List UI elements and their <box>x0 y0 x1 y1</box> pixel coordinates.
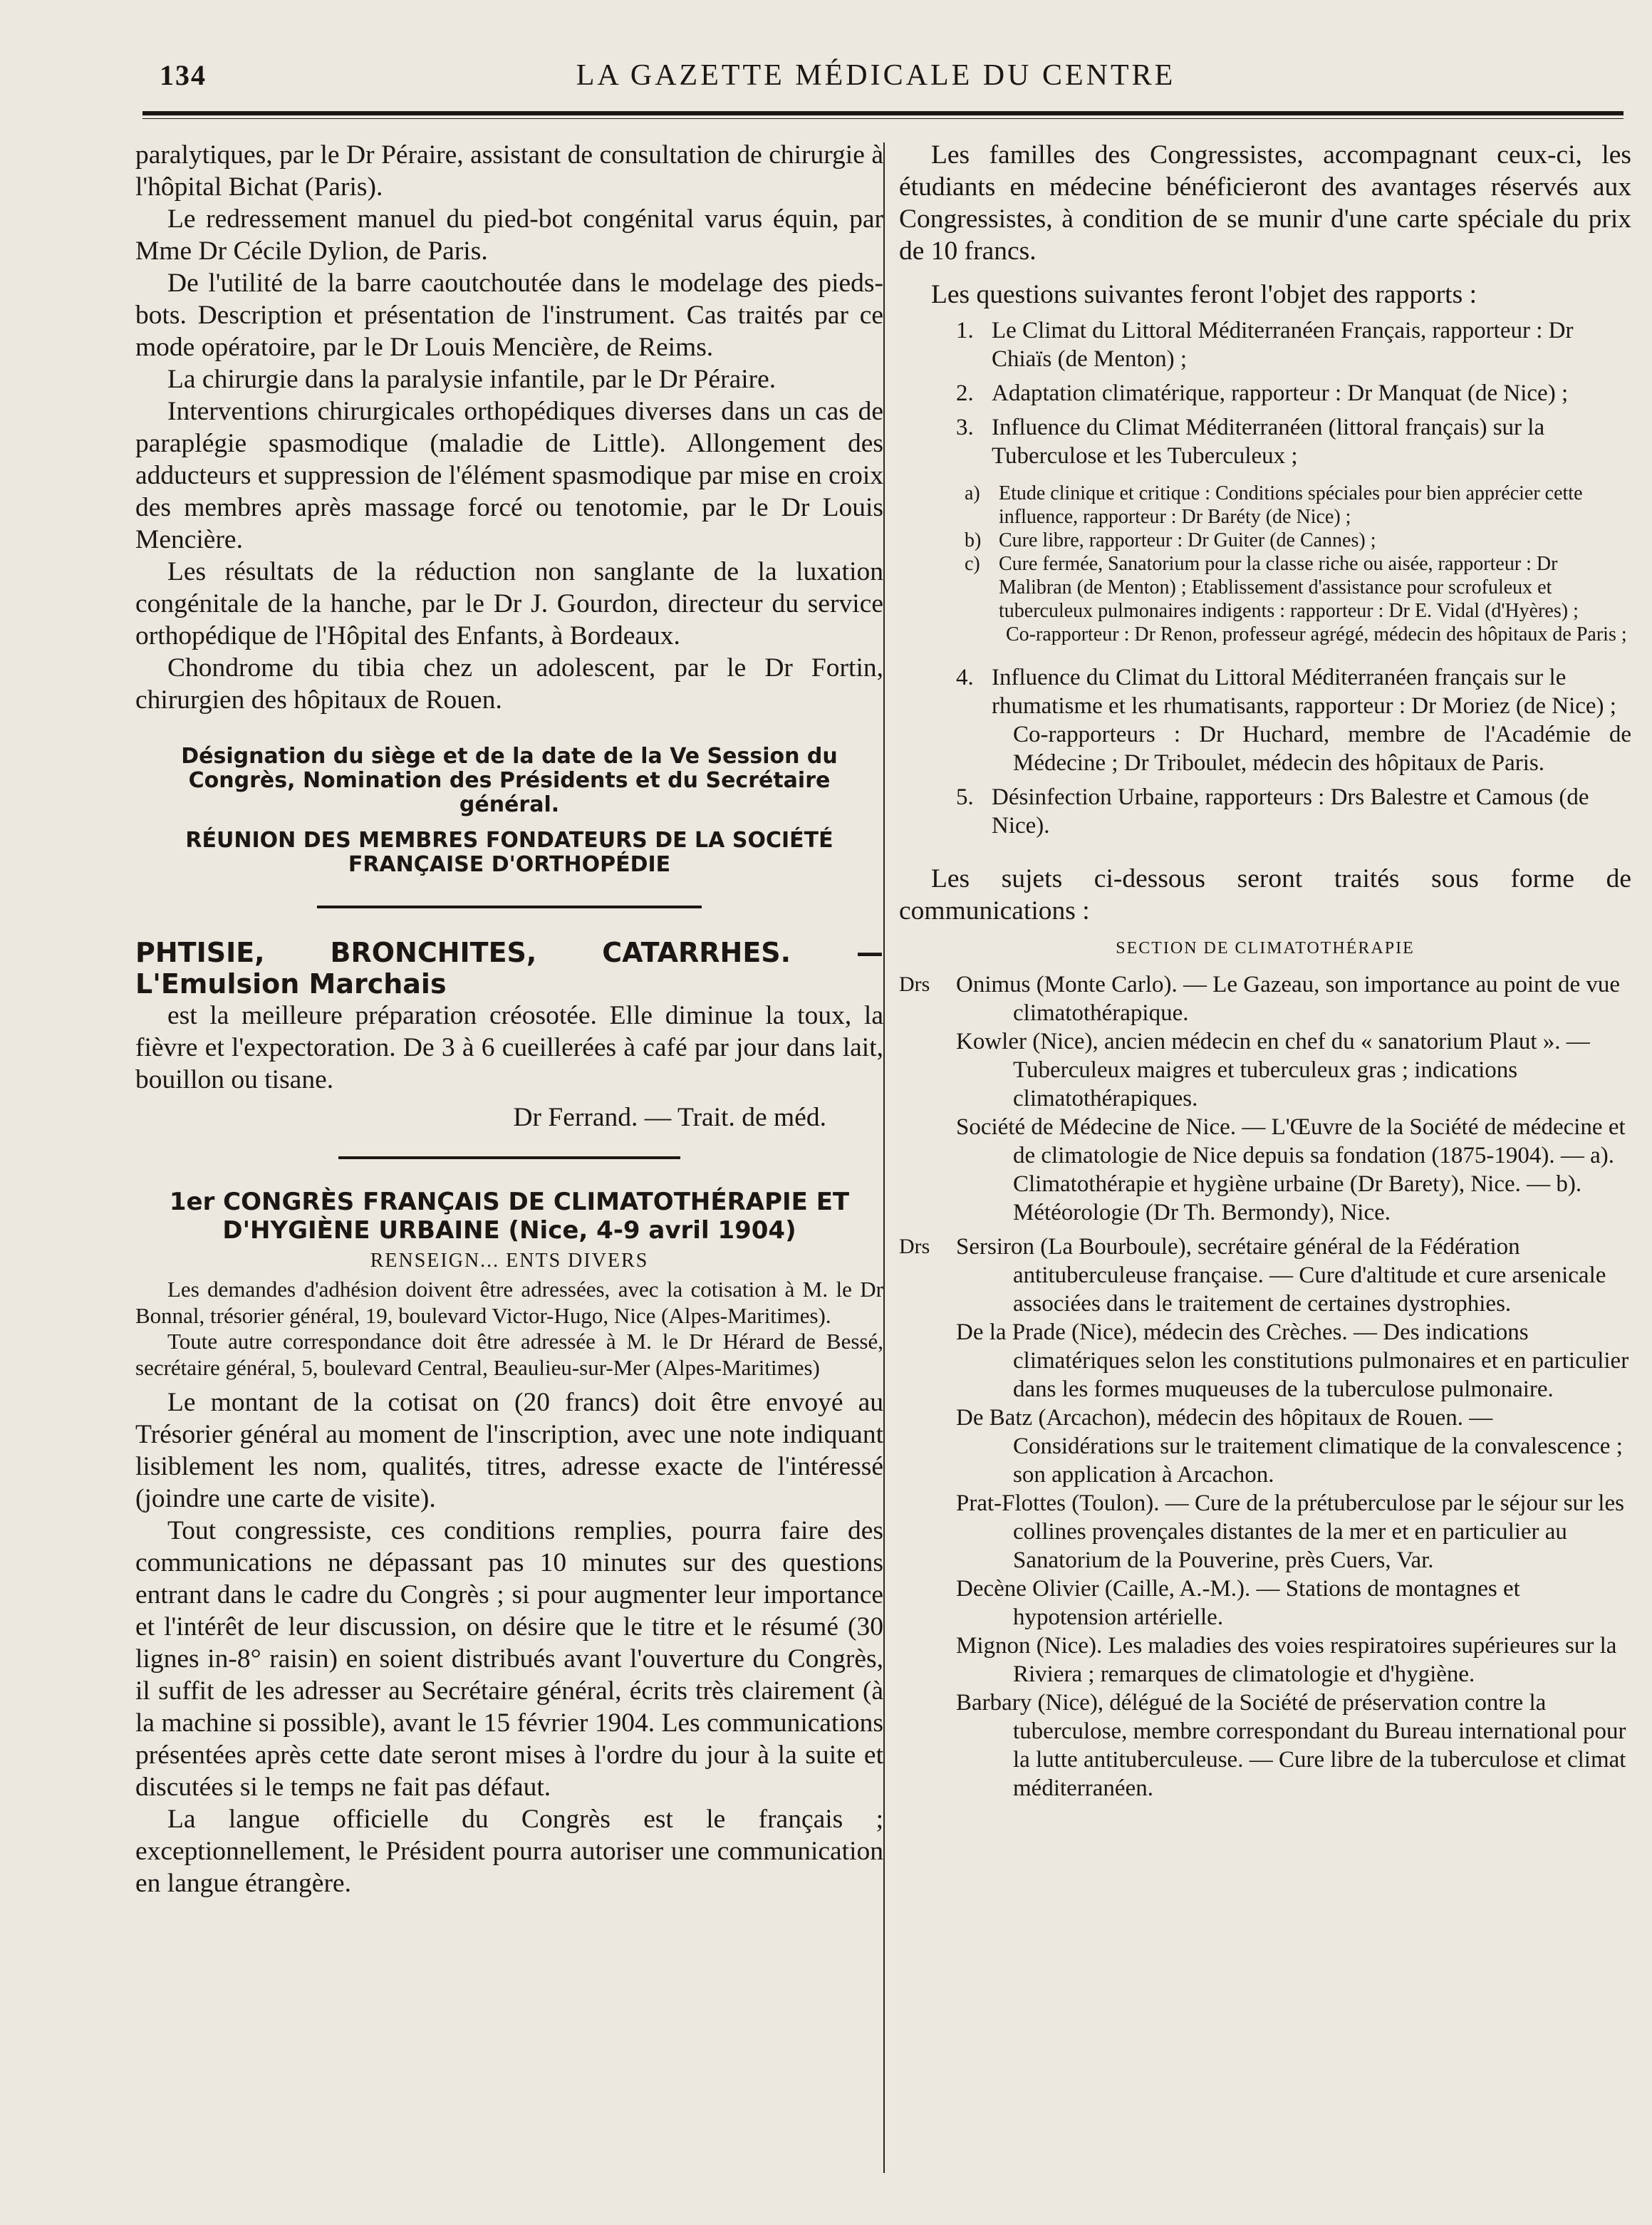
talk-entry: Chondrome du tibia chez un adolescent, par le Dr Fortin, chirurgien des hôpitaux de Rouen. <box>135 653 883 715</box>
speaker-text: Kowler (Nice), ancien médecin en chef du « sanatorium Plaut ». — Tuberculeux maigres et tuberculeux gras ; indications climatothérapiques. <box>956 1029 1590 1111</box>
question-item <box>928 379 1631 408</box>
talk-entry: Le redressement manuel du pied-bot congénital varus équin, par Mme Dr Cécile Dylion, de Paris. <box>135 204 883 266</box>
speaker-text: De Batz (Arcachon), médecin des hôpitaux de Rouen. — Considérations sur le traitement climatique de la convalescence ; son application à Arcachon. <box>956 1405 1623 1488</box>
question-text: Influence du Climat du Littoral Méditerranéen français sur le rhumatisme et les rhumatisants, rapporteur : Dr Moriez (de Nice) ; <box>992 665 1616 719</box>
talk-entry: Interventions chirurgicales orthopédiques diverses dans un cas de paraplégie spasmodique (maladie de Little). Allongement des adducteurs et suppression de l'élément spasmodique par mise en croix des membres après massage forcé ou tenotomie, par le Dr Louis Mencière. <box>135 397 883 554</box>
question-text: Adaptation climatérique, rapporteur : Dr Manquat (de Nice) ; <box>992 380 1569 406</box>
question-number: 4. <box>956 665 974 690</box>
speaker-list <box>899 970 1631 1803</box>
ad-signature: Dr Ferrand. — Trait. de méd. <box>513 1103 826 1132</box>
subjects-intro: Les sujets ci-dessous seront traités sous forme de communications : <box>899 864 1631 925</box>
sub-question-letter: b) <box>965 529 982 551</box>
sub-question <box>942 482 1631 529</box>
question-number: 5. <box>956 784 974 810</box>
talk-entry: Les résultats de la réduction non sanglante de la luxation congénitale de la hanche, par le Dr J. Gourdon, directeur du service orthopédique de l'Hôpital des Enfants, à Bordeaux. <box>135 557 883 650</box>
question-text: Désinfection Urbaine, rapporteurs : Drs Balestre et Camous (de Nice). <box>992 784 1589 839</box>
section-title: SECTION DE CLIMATOTHÉRAPIE <box>1116 939 1415 958</box>
page-header <box>142 58 1609 101</box>
question-item <box>928 663 1631 720</box>
speaker-text: Prat-Flottes (Toulon). — Cure de la prétuberculose par le séjour sur les collines provençales distantes de la mer et en particulier au Sanatorium de la Pouverine, près Cuers, Var. <box>956 1490 1624 1573</box>
question-item <box>928 316 1631 373</box>
speaker-entry <box>899 1632 1631 1689</box>
congress-small-text: Toute autre correspondance doit être adressée à M. le Dr Hérard de Bessé, secrétaire général, 5, boulevard Central, Beaulieu-sur-Mer (Alpes-Maritimes) <box>135 1329 883 1380</box>
speaker-text: Société de Médecine de Nice. — L'Œuvre de la Société de médecine et de climatologie de Nice depuis sa fondation (1875-1904). — a). Climatothérapie et hygiène urbaine (Dr Barety), Nice. — b). Météorologie (Dr Th. Bermondy), Nice. <box>956 1114 1626 1225</box>
sub-question-text: Cure fermée, Sanatorium pour la classe riche ou aisée, rapporteur : Dr Malibran (de Menton) ; Etablissement d'assistance pour scrofuleux et tuberculeux pulmonaires indigents : rapporteur : Dr E. Vidal (d'Hyères) ; <box>999 553 1579 622</box>
speaker-text: Barbary (Nice), délégué de la Société de préservation contre la tuberculose, membre correspondant du Bureau international pour la lutte antituberculeuse. — Cure libre de la tuberculose et climat méditerranéen. <box>956 1690 1626 1801</box>
header-rule-thin <box>142 118 1624 119</box>
speaker-entry <box>899 1575 1631 1632</box>
speaker-text: Decène Olivier (Caille, A.-M.). — Stations de montagnes et hypotension artérielle. <box>956 1576 1520 1630</box>
co-rapporteurs: Co-rapporteurs : Dr Huchard, membre de l'Académie de Médecine ; Dr Triboulet, médecin des hôpitaux de Paris. <box>1013 722 1631 776</box>
ad-heading: PHTISIE, BRONCHITES, CATARRHES. — L'Emulsion Marchais <box>135 937 883 1000</box>
congress-subtitle: RENSEIGN... ENTS DIVERS <box>370 1250 649 1272</box>
header-rule <box>142 111 1624 115</box>
speaker-entry <box>899 1318 1631 1404</box>
left-column <box>135 139 883 1899</box>
speaker-entry <box>899 970 1631 1027</box>
question-text: Influence du Climat Méditerranéen (littoral français) sur la Tuberculose et les Tuberculeux ; <box>992 415 1545 469</box>
question-item <box>928 413 1631 470</box>
talk-entry: La chirurgie dans la paralysie infantile, par le Dr Péraire. <box>167 365 776 394</box>
sub-question <box>942 552 1631 623</box>
sub-question-text: Etude clinique et critique : Conditions spéciales pour bien apprécier cette influence, rapporteur : Dr Baréty (de Nice) ; <box>999 482 1583 528</box>
right-column <box>899 139 1631 1803</box>
section-rule <box>338 1156 680 1159</box>
column-divider <box>883 142 885 2173</box>
talk-entry: paralytiques, par le Dr Péraire, assistant de consultation de chirurgie à l'hôpital Bichat (Paris). <box>135 140 883 202</box>
speaker-text: Mignon (Nice). Les maladies des voies respiratoires supérieures sur la Riviera ; remarques de climatologie et d'hygiène. <box>956 1633 1617 1687</box>
question-number: 3. <box>956 415 974 440</box>
speaker-text: Sersiron (La Bourboule), secrétaire général de la Fédération antituberculeuse française. — Cure d'altitude et cure arsenicale associées dans le traitement de certaines dystrophies. <box>956 1234 1606 1317</box>
speaker-entry <box>899 1404 1631 1489</box>
journal-title: LA GAZETTE MÉDICALE DU CENTRE <box>576 59 1176 92</box>
congress-paragraph: Tout congressiste, ces conditions remplies, pourra faire des communications ne dépassant pas 10 minutes sur des questions entrant dans le cadre du Congrès ; si pour augmenter leur importance et l'intérêt de leur discussion, on désire que le titre et le résumé (30 lignes in-8° raisin) en soient distribués avant l'ouverture du Congrès, il suffit de les adresser au Secrétaire général, écrits très clairement (à la machine si possible), avant le 15 février 1904. Les communications présentées après cette date seront mises à l'ordre du jour à la suite et discutées si le temps ne fait pas défaut. <box>135 1516 883 1802</box>
drs-label: Drs <box>899 1235 930 1258</box>
speaker-entry <box>899 1689 1631 1803</box>
congress-notice <box>135 1188 883 1899</box>
question-item <box>928 783 1631 840</box>
drs-label: Drs <box>899 973 930 996</box>
question-text: Le Climat du Littoral Méditerranéen Français, rapporteur : Dr Chiaïs (de Menton) ; <box>992 318 1574 372</box>
congress-paragraph: Le montant de la cotisat on (20 francs) doit être envoyé au Trésorier général au moment de l'inscription, avec une note indiquant lisiblement les nom, qualités, titres, adresse exacte de l'intéressé (joindre une carte de visite). <box>135 1388 883 1513</box>
reunion-heading: RÉUNION DES MEMBRES FONDATEURS DE LA SOCIÉTÉ FRANÇAISE D'ORTHOPÉDIE <box>185 828 833 877</box>
ad-text: est la meilleure préparation créosotée. Elle diminue la toux, la fièvre et l'expectoration. De 3 à 6 cueillerées à café par jour dans lait, bouillon ou tisane. <box>135 1001 883 1094</box>
designation-heading: Désignation du siège et de la date de la Ve Session du Congrès, Nomination des Présidents et du Secrétaire général. <box>181 744 838 817</box>
congress-paragraph: La langue officielle du Congrès est le français ; exceptionnellement, le Président pourra autoriser une communication en langue étrangère. <box>135 1805 883 1898</box>
speaker-entry <box>899 1113 1631 1227</box>
sub-question-letter: c) <box>965 553 980 575</box>
speaker-entry <box>899 1027 1631 1113</box>
speaker-text: De la Prade (Nice), médecin des Crèches. — Des indications climatériques selon les constitutions pulmonaires et en particulier dans les formes muqueuses de la tuberculose pulmonaire. <box>956 1319 1629 1402</box>
advertisement <box>135 937 883 1134</box>
speaker-text: Onimus (Monte Carlo). — Le Gazeau, son importance au point de vue climatothérapique. <box>956 972 1620 1026</box>
sub-question-text: Cure libre, rapporteur : Dr Guiter (de Cannes) ; <box>999 529 1376 551</box>
question-number: 1. <box>956 318 974 343</box>
sub-question-letter: a) <box>965 482 980 504</box>
congress-small-text: Les demandes d'adhésion doivent être adressées, avec la cotisation à M. le Dr Bonnal, trésorier général, 19, boulevard Victor-Hugo, Nice (Alpes-Maritimes). <box>135 1277 883 1328</box>
intro-paragraph: Les familles des Congressistes, accompagnant ceux-ci, les étudiants en médecine bénéficieront des avantages réservés aux Congressistes, à condition de se munir d'une carte spéciale du prix de 10 francs. <box>899 140 1631 266</box>
congress-title: 1er CONGRÈS FRANÇAIS DE CLIMATOTHÉRAPIE ET D'HYGIÈNE URBAINE (Nice, 4-9 avril 1904) <box>169 1188 850 1245</box>
co-rapporteur: Co-rapporteur : Dr Renon, professeur agrégé, médecin des hôpitaux de Paris ; <box>1006 623 1627 645</box>
sub-question <box>942 529 1631 552</box>
question-number: 2. <box>956 380 974 406</box>
speaker-entry <box>899 1233 1631 1318</box>
questions-intro: Les questions suivantes feront l'objet des rapports : <box>931 280 1477 309</box>
speaker-entry <box>899 1489 1631 1575</box>
talk-entry: De l'utilité de la barre caoutchoutée dans le modelage des pieds-bots. Description et présentation de l'instrument. Cas traités par ce mode opératoire, par le Dr Louis Mencière, de Reims. <box>135 269 883 362</box>
page-number: 134 <box>160 59 207 91</box>
